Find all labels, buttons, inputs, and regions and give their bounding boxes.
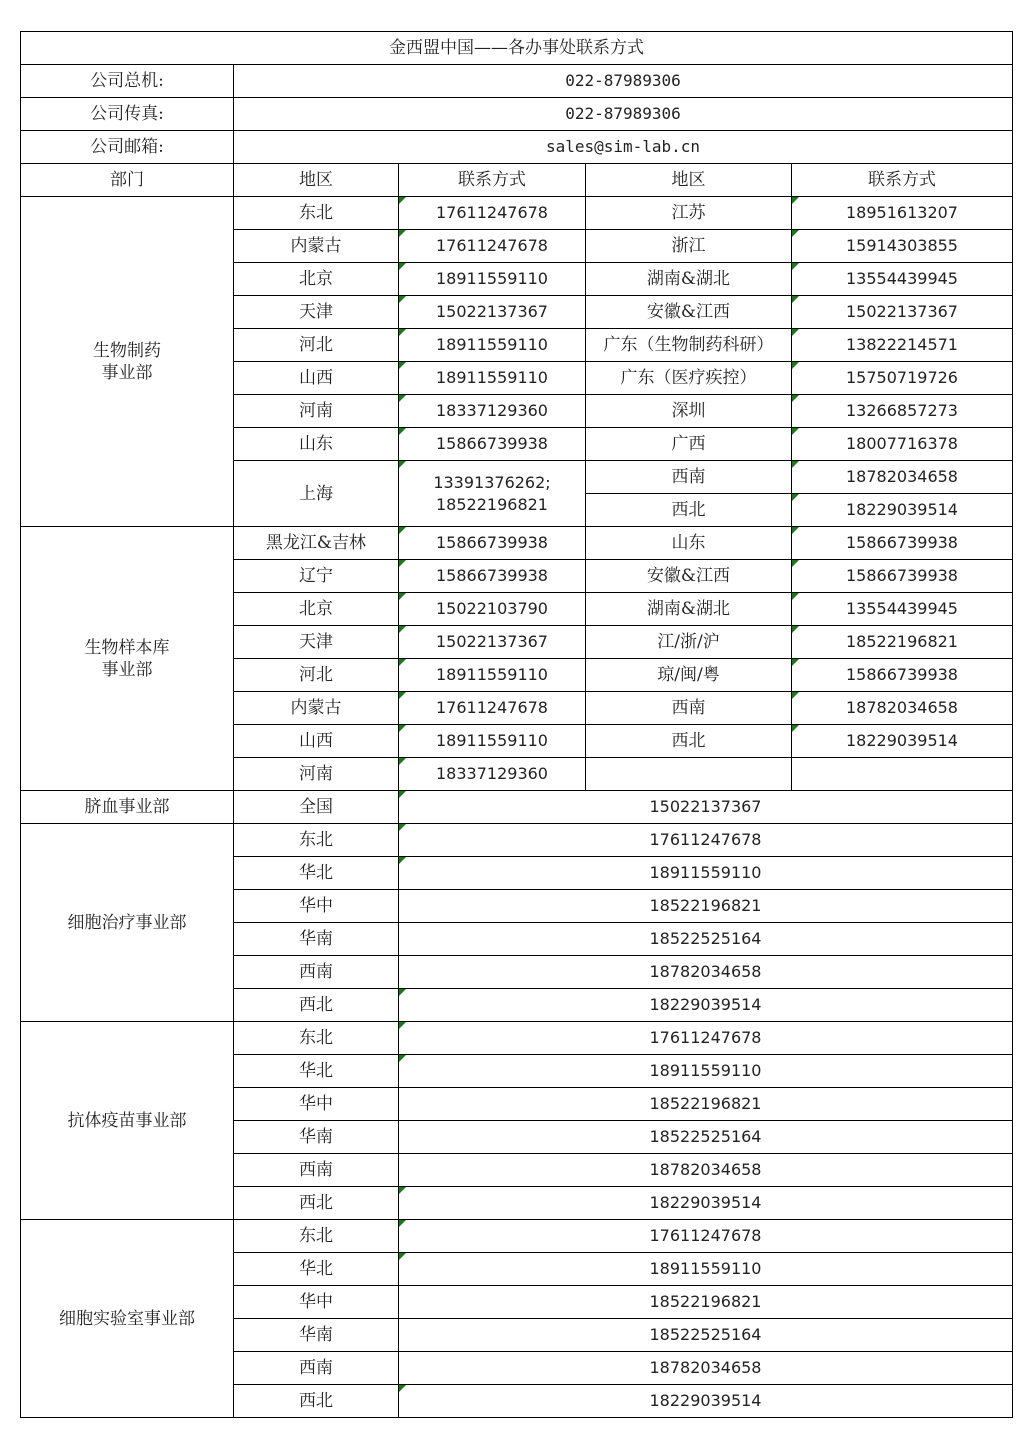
region-cell: 琼/闽/粤: [586, 659, 792, 692]
region-cell: 西北: [234, 1187, 399, 1220]
phone-cell: 18522196821: [792, 626, 1013, 659]
region-cell: 江/浙/沪: [586, 626, 792, 659]
phone-cell: 18911559110: [399, 362, 586, 395]
table-row: [21, 527, 1013, 560]
phone-cell: 18337129360: [399, 395, 586, 428]
general-info-value: sales@sim-lab.cn: [234, 131, 1013, 164]
column-header: 地区: [586, 164, 792, 197]
phone-cell: 15022103790: [399, 593, 586, 626]
region-cell: 西北: [234, 1385, 399, 1418]
region-cell: 内蒙古: [234, 230, 399, 263]
phone-cell: 17611247678: [399, 824, 1013, 857]
department-name: 细胞实验室事业部: [21, 1220, 234, 1418]
department-name: 脐血事业部: [21, 791, 234, 824]
phone-cell: 15750719726: [792, 362, 1013, 395]
region-cell: 浙江: [586, 230, 792, 263]
phone-cell: 18522525164: [399, 923, 1013, 956]
region-cell: 华南: [234, 1319, 399, 1352]
phone-cell: 18782034658: [792, 692, 1013, 725]
general-info-label: 公司传真:: [21, 98, 234, 131]
phone-cell: 18911559110: [399, 263, 586, 296]
phone-cell: 17611247678: [399, 692, 586, 725]
phone-cell: 15022137367: [399, 791, 1013, 824]
page-title: 金西盟中国——各办事处联系方式: [21, 32, 1013, 65]
phone-cell: 15866739938: [792, 560, 1013, 593]
region-cell: 西北: [586, 725, 792, 758]
general-info-row: [21, 65, 1013, 98]
phone-cell: 15866739938: [792, 527, 1013, 560]
phone-cell: 13554439945: [792, 263, 1013, 296]
region-cell: 西北: [234, 989, 399, 1022]
region-cell: 山东: [586, 527, 792, 560]
phone-cell: 17611247678: [399, 230, 586, 263]
region-cell: 山东: [234, 428, 399, 461]
region-cell: 上海: [234, 461, 399, 527]
table-body: [21, 32, 1013, 1418]
region-cell: 内蒙古: [234, 692, 399, 725]
phone-cell: 13554439945: [792, 593, 1013, 626]
phone-cell: 18911559110: [399, 329, 586, 362]
region-cell: 湖南&湖北: [586, 593, 792, 626]
region-cell: [586, 758, 792, 791]
phone-cell-line: 18522196821: [436, 494, 548, 514]
phone-cell: [399, 461, 586, 527]
region-cell: 河南: [234, 758, 399, 791]
region-cell: 华南: [234, 923, 399, 956]
region-cell: 深圳: [586, 395, 792, 428]
region-cell: 河南: [234, 395, 399, 428]
phone-cell: 18229039514: [399, 989, 1013, 1022]
department-name-line: 生物制药: [93, 340, 161, 361]
table-row: [21, 824, 1013, 857]
phone-cell: 18782034658: [399, 1352, 1013, 1385]
general-info-value: 022-87989306: [234, 98, 1013, 131]
region-cell: 天津: [234, 296, 399, 329]
region-cell: 华北: [234, 1055, 399, 1088]
phone-cell: 15866739938: [399, 428, 586, 461]
region-cell: 北京: [234, 263, 399, 296]
general-info-label: 公司邮箱:: [21, 131, 234, 164]
department-name: [21, 527, 234, 791]
region-cell: 西南: [234, 1154, 399, 1187]
region-cell: 河北: [234, 659, 399, 692]
region-cell: 华中: [234, 890, 399, 923]
phone-cell: 18911559110: [399, 1055, 1013, 1088]
region-cell: 华中: [234, 1286, 399, 1319]
phone-cell: 15022137367: [399, 626, 586, 659]
column-header: 地区: [234, 164, 399, 197]
phone-cell: 18337129360: [399, 758, 586, 791]
phone-cell: 13822214571: [792, 329, 1013, 362]
phone-cell-line: 13391376262;: [433, 472, 551, 492]
table-row: [21, 1220, 1013, 1253]
department-name: [21, 197, 234, 527]
region-cell: 西南: [586, 461, 792, 494]
phone-cell: 15914303855: [792, 230, 1013, 263]
phone-cell: 18229039514: [792, 494, 1013, 527]
general-info-row: [21, 98, 1013, 131]
region-cell: 广东（生物制药科研）: [586, 329, 792, 362]
phone-cell: 17611247678: [399, 1022, 1013, 1055]
phone-cell: 18229039514: [399, 1385, 1013, 1418]
phone-cell: 18951613207: [792, 197, 1013, 230]
region-cell: 北京: [234, 593, 399, 626]
region-cell: 西北: [586, 494, 792, 527]
column-header: 部门: [21, 164, 234, 197]
region-cell: 天津: [234, 626, 399, 659]
department-name-line: 事业部: [101, 659, 153, 680]
phone-cell: 18911559110: [399, 659, 586, 692]
region-cell: 山西: [234, 362, 399, 395]
phone-cell: 18522525164: [399, 1319, 1013, 1352]
phone-cell: 18782034658: [399, 1154, 1013, 1187]
region-cell: 安徽&江西: [586, 560, 792, 593]
department-name-line: 事业部: [101, 362, 153, 383]
department-name: 抗体疫苗事业部: [21, 1022, 234, 1220]
phone-cell: 18782034658: [792, 461, 1013, 494]
region-cell: 华中: [234, 1088, 399, 1121]
table-row: [21, 1022, 1013, 1055]
phone-cell: 15866739938: [399, 527, 586, 560]
region-cell: 东北: [234, 824, 399, 857]
region-cell: 华北: [234, 857, 399, 890]
phone-cell: 18782034658: [399, 956, 1013, 989]
region-cell: 湖南&湖北: [586, 263, 792, 296]
general-info-label: 公司总机:: [21, 65, 234, 98]
phone-cell: 18911559110: [399, 725, 586, 758]
region-cell: 西南: [586, 692, 792, 725]
region-cell: 河北: [234, 329, 399, 362]
phone-cell: 18229039514: [792, 725, 1013, 758]
region-cell: 华南: [234, 1121, 399, 1154]
region-cell: 华北: [234, 1253, 399, 1286]
phone-cell: 18229039514: [399, 1187, 1013, 1220]
region-cell: 山西: [234, 725, 399, 758]
region-cell: 安徽&江西: [586, 296, 792, 329]
department-name-line: 生物样本库: [84, 637, 170, 658]
region-cell: 西南: [234, 1352, 399, 1385]
region-cell: 东北: [234, 197, 399, 230]
title-row: [21, 32, 1013, 65]
region-cell: 西南: [234, 956, 399, 989]
region-cell: 广西: [586, 428, 792, 461]
phone-cell: 17611247678: [399, 197, 586, 230]
phone-cell: 18522196821: [399, 1286, 1013, 1319]
phone-cell: 18522525164: [399, 1121, 1013, 1154]
phone-cell: 18522196821: [399, 1088, 1013, 1121]
phone-cell: [792, 758, 1013, 791]
phone-cell: 18007716378: [792, 428, 1013, 461]
column-header: 联系方式: [792, 164, 1013, 197]
phone-cell: 15022137367: [792, 296, 1013, 329]
phone-cell: 18911559110: [399, 857, 1013, 890]
column-header: 联系方式: [399, 164, 586, 197]
region-cell: 广东（医疗疾控）: [586, 362, 792, 395]
header-row: [21, 164, 1013, 197]
phone-cell: 15022137367: [399, 296, 586, 329]
department-name: 细胞治疗事业部: [21, 824, 234, 1022]
table-row: [21, 791, 1013, 824]
phone-cell: 18522196821: [399, 890, 1013, 923]
region-cell: 全国: [234, 791, 399, 824]
phone-cell: 13266857273: [792, 395, 1013, 428]
region-cell: 黑龙江&吉林: [234, 527, 399, 560]
contact-table: [20, 31, 1013, 1418]
general-info-value: 022-87989306: [234, 65, 1013, 98]
phone-cell: 18911559110: [399, 1253, 1013, 1286]
region-cell: 东北: [234, 1220, 399, 1253]
general-info-row: [21, 131, 1013, 164]
region-cell: 江苏: [586, 197, 792, 230]
region-cell: 辽宁: [234, 560, 399, 593]
phone-cell: 15866739938: [399, 560, 586, 593]
phone-cell: 17611247678: [399, 1220, 1013, 1253]
region-cell: 东北: [234, 1022, 399, 1055]
phone-cell: 15866739938: [792, 659, 1013, 692]
table-row: [21, 197, 1013, 230]
